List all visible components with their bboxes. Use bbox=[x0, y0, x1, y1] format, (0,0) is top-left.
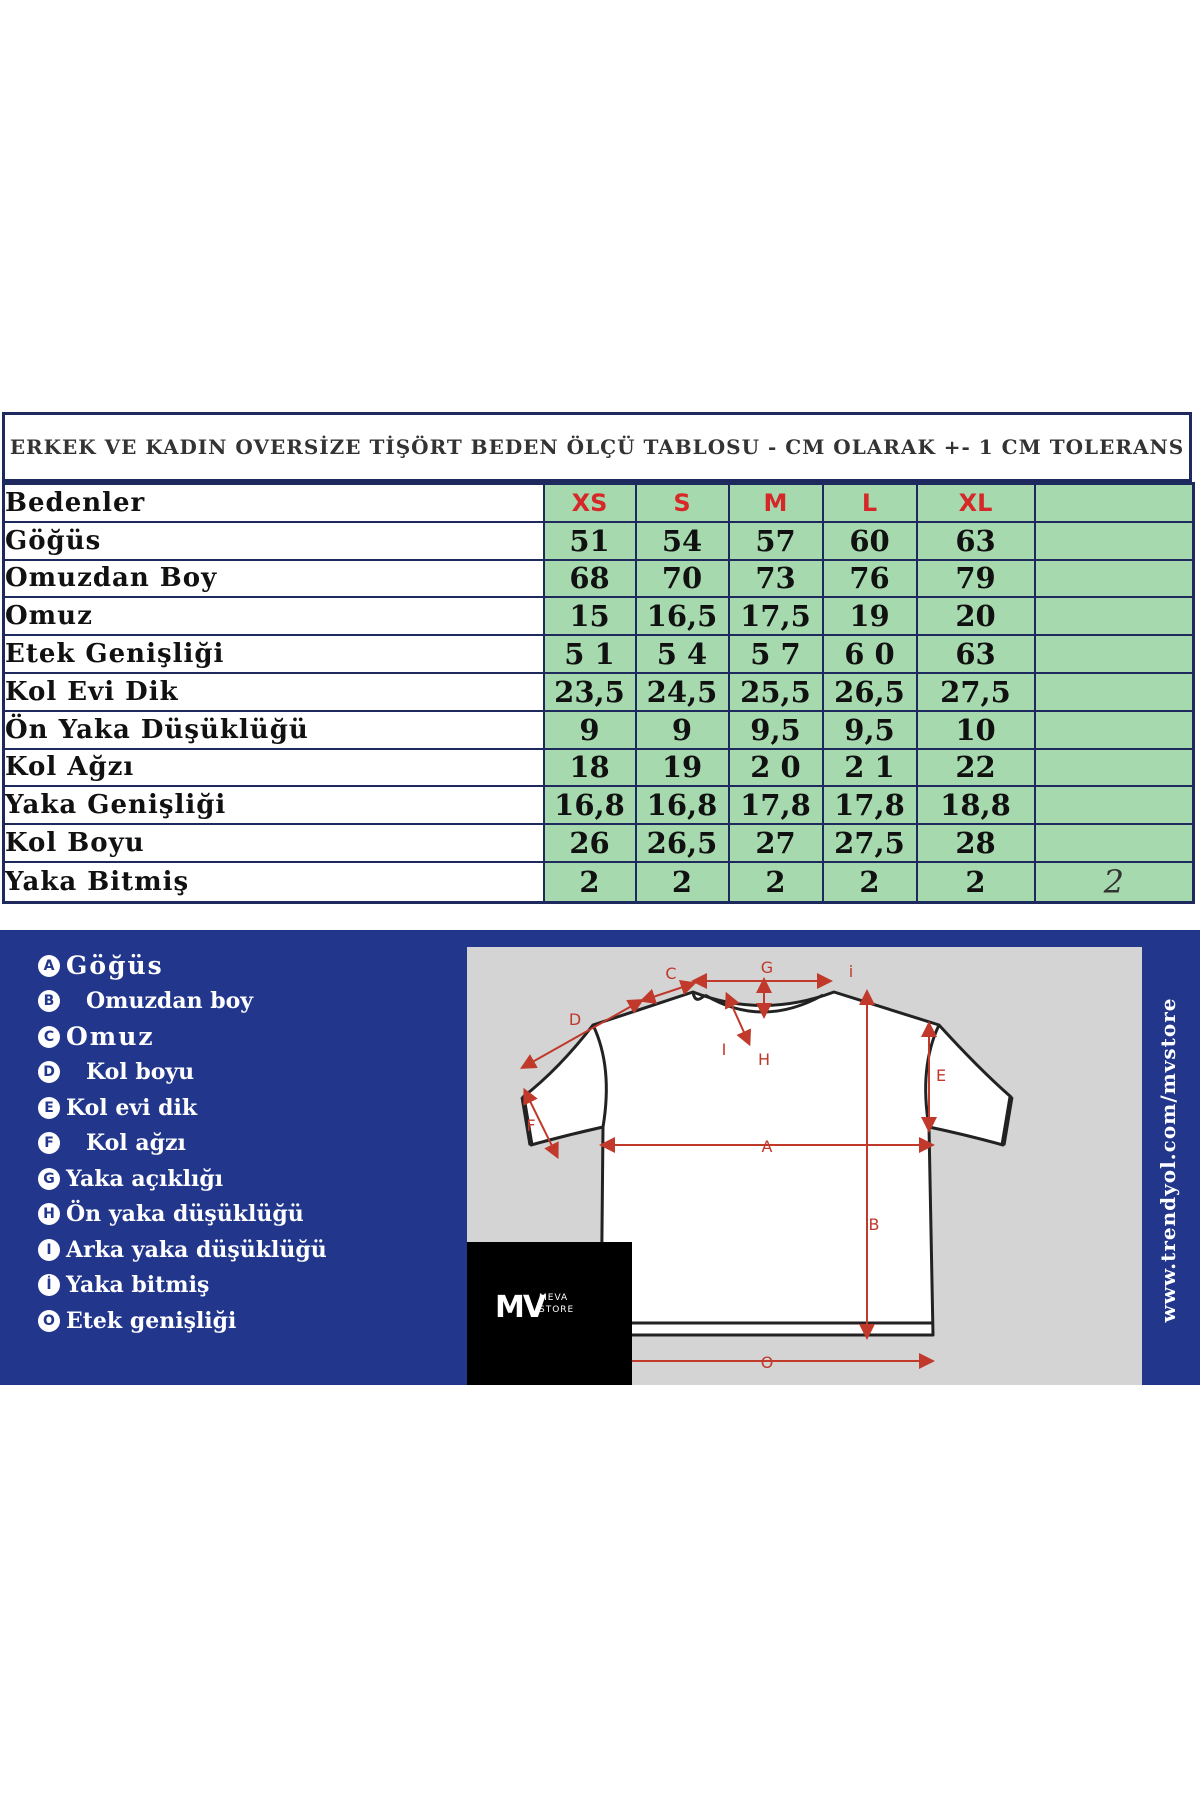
size-value-cell: 26,5 bbox=[636, 824, 729, 862]
size-value-cell: 9,5 bbox=[729, 711, 823, 749]
legend-item bbox=[38, 1232, 458, 1268]
size-value-cell: 18 bbox=[544, 749, 636, 787]
size-value-cell: 27 bbox=[729, 824, 823, 862]
row-label: Omuzdan Boy bbox=[4, 560, 544, 598]
size-value-cell: 17,5 bbox=[729, 597, 823, 635]
label-f: F bbox=[526, 1116, 536, 1135]
extra-cell bbox=[1035, 824, 1194, 862]
table-row bbox=[4, 749, 1194, 787]
size-value-cell: 24,5 bbox=[636, 673, 729, 711]
legend-label: Yaka bitmiş bbox=[66, 1272, 210, 1299]
size-value-cell: 63 bbox=[917, 635, 1035, 673]
size-value-cell: 2 bbox=[729, 862, 823, 903]
label-i: I bbox=[721, 1040, 727, 1059]
row-label: Göğüs bbox=[4, 522, 544, 560]
row-label: Kol Evi Dik bbox=[4, 673, 544, 711]
legend-letter-badge: D bbox=[38, 1061, 60, 1083]
header-label: Bedenler bbox=[4, 484, 544, 522]
size-value-cell: 79 bbox=[917, 560, 1035, 598]
label-d: D bbox=[568, 1010, 582, 1029]
extra-cell bbox=[1035, 673, 1194, 711]
size-value-cell: 2 bbox=[823, 862, 917, 903]
size-table bbox=[2, 482, 1195, 904]
legend-label: Arka yaka düşüklüğü bbox=[66, 1236, 327, 1263]
size-value-cell: 19 bbox=[636, 749, 729, 787]
row-label: Kol Ağzı bbox=[4, 749, 544, 787]
legend-letter-badge: E bbox=[38, 1097, 60, 1119]
legend-item bbox=[38, 1268, 458, 1304]
label-a: A bbox=[761, 1137, 773, 1156]
legend-item bbox=[38, 1197, 458, 1233]
legend-label: Ön yaka düşüklüğü bbox=[66, 1201, 304, 1228]
size-value-cell: 6 0 bbox=[823, 635, 917, 673]
size-value-cell: 2 bbox=[544, 862, 636, 903]
extra-cell bbox=[1035, 560, 1194, 598]
legend-label: Omuz bbox=[66, 1022, 155, 1052]
extra-cell bbox=[1035, 635, 1194, 673]
size-value-cell: 9 bbox=[544, 711, 636, 749]
legend-item bbox=[38, 1303, 458, 1339]
size-value-cell: 57 bbox=[729, 522, 823, 560]
legend-letter-badge: G bbox=[38, 1168, 60, 1190]
size-value-cell: 28 bbox=[917, 824, 1035, 862]
extra-cell bbox=[1035, 711, 1194, 749]
table-row bbox=[4, 786, 1194, 824]
size-value-cell: 23,5 bbox=[544, 673, 636, 711]
row-label: Kol Boyu bbox=[4, 824, 544, 862]
label-b: B bbox=[868, 1215, 880, 1234]
size-header: S bbox=[636, 484, 729, 522]
legend-label: Kol boyu bbox=[86, 1059, 195, 1086]
size-value-cell: 76 bbox=[823, 560, 917, 598]
table-row bbox=[4, 711, 1194, 749]
size-header: L bbox=[823, 484, 917, 522]
legend-item bbox=[38, 948, 458, 984]
legend-item bbox=[38, 1090, 458, 1126]
size-value-cell: 25,5 bbox=[729, 673, 823, 711]
store-url: www.trendyol.com/mvstore bbox=[1156, 997, 1180, 1323]
legend-item bbox=[38, 1055, 458, 1091]
size-value-cell: 68 bbox=[544, 560, 636, 598]
size-value-cell: 2 bbox=[917, 862, 1035, 903]
label-o: O bbox=[760, 1353, 774, 1372]
store-logo bbox=[467, 1242, 632, 1385]
legend-label: Omuzdan boy bbox=[86, 988, 254, 1015]
legend bbox=[38, 948, 458, 1339]
size-value-cell: 54 bbox=[636, 522, 729, 560]
legend-label: Yaka açıklığı bbox=[66, 1165, 224, 1192]
size-value-cell: 51 bbox=[544, 522, 636, 560]
legend-letter-badge: B bbox=[38, 990, 60, 1012]
size-chart-sheet bbox=[0, 410, 1200, 1385]
size-value-cell: 5 7 bbox=[729, 635, 823, 673]
size-value-cell: 16,8 bbox=[544, 786, 636, 824]
size-value-cell: 2 bbox=[636, 862, 729, 903]
legend-label: Kol ağzı bbox=[86, 1130, 186, 1157]
size-value-cell: 10 bbox=[917, 711, 1035, 749]
legend-letter-badge: F bbox=[38, 1132, 60, 1154]
table-header-row bbox=[4, 484, 1194, 522]
size-value-cell: 27,5 bbox=[823, 824, 917, 862]
row-label: Yaka Bitmiş bbox=[4, 862, 544, 903]
size-value-cell: 19 bbox=[823, 597, 917, 635]
size-value-cell: 16,5 bbox=[636, 597, 729, 635]
extra-cell bbox=[1035, 522, 1194, 560]
measurement-guide bbox=[0, 930, 1200, 1385]
table-row bbox=[4, 560, 1194, 598]
table-row bbox=[4, 635, 1194, 673]
legend-letter-badge: I bbox=[38, 1239, 60, 1261]
extra-cell bbox=[1035, 597, 1194, 635]
size-value-cell: 63 bbox=[917, 522, 1035, 560]
table-row bbox=[4, 597, 1194, 635]
table-row bbox=[4, 862, 1194, 903]
logo-line-1: MEVA bbox=[539, 1293, 569, 1303]
logo-line-2: STORE bbox=[539, 1305, 575, 1315]
size-header: M bbox=[729, 484, 823, 522]
title-box bbox=[2, 412, 1192, 482]
label-h: H bbox=[757, 1050, 771, 1069]
legend-letter-badge: O bbox=[38, 1310, 60, 1332]
row-label: Omuz bbox=[4, 597, 544, 635]
legend-label: Kol evi dik bbox=[66, 1094, 198, 1121]
size-header: XL bbox=[917, 484, 1035, 522]
size-value-cell: 26 bbox=[544, 824, 636, 862]
size-value-cell: 5 1 bbox=[544, 635, 636, 673]
extra-header bbox=[1035, 484, 1194, 522]
size-value-cell: 27,5 bbox=[917, 673, 1035, 711]
legend-item bbox=[38, 984, 458, 1020]
table-row bbox=[4, 673, 1194, 711]
legend-letter-badge: A bbox=[38, 955, 60, 977]
extra-cell bbox=[1035, 749, 1194, 787]
size-value-cell: 2 0 bbox=[729, 749, 823, 787]
size-value-cell: 17,8 bbox=[823, 786, 917, 824]
logo-subtitle bbox=[539, 1292, 579, 1316]
label-i-dot: i bbox=[848, 962, 854, 981]
size-value-cell: 73 bbox=[729, 560, 823, 598]
size-value-cell: 70 bbox=[636, 560, 729, 598]
extra-cell bbox=[1035, 786, 1194, 824]
legend-letter-badge: H bbox=[38, 1203, 60, 1225]
legend-label: Etek genişliği bbox=[66, 1307, 237, 1334]
size-value-cell: 17,8 bbox=[729, 786, 823, 824]
table-row bbox=[4, 522, 1194, 560]
size-value-cell: 22 bbox=[917, 749, 1035, 787]
size-value-cell: 16,8 bbox=[636, 786, 729, 824]
size-value-cell: 2 1 bbox=[823, 749, 917, 787]
legend-item bbox=[38, 1126, 458, 1162]
legend-item bbox=[38, 1161, 458, 1197]
size-value-cell: 15 bbox=[544, 597, 636, 635]
legend-label: Göğüs bbox=[66, 951, 164, 981]
chart-title: ERKEK VE KADIN OVERSİZE TİŞÖRT BEDEN ÖLÇÜ TABLOSU - CM OLARAK +- 1 CM TOLERANS bbox=[9, 435, 1185, 459]
size-value-cell: 5 4 bbox=[636, 635, 729, 673]
legend-letter-badge: C bbox=[38, 1026, 60, 1048]
size-table-body bbox=[4, 484, 1194, 903]
size-value-cell: 18,8 bbox=[917, 786, 1035, 824]
size-value-cell: 9,5 bbox=[823, 711, 917, 749]
label-c: C bbox=[665, 964, 677, 983]
legend-item bbox=[38, 1019, 458, 1055]
row-label: Yaka Genişliği bbox=[4, 786, 544, 824]
table-row bbox=[4, 824, 1194, 862]
label-g: G bbox=[760, 958, 774, 977]
row-label: Etek Genişliği bbox=[4, 635, 544, 673]
size-header: XS bbox=[544, 484, 636, 522]
size-value-cell: 9 bbox=[636, 711, 729, 749]
label-e: E bbox=[935, 1066, 947, 1085]
size-value-cell: 20 bbox=[917, 597, 1035, 635]
logo-mark: MV bbox=[495, 1290, 545, 1325]
extra-cell: 2 bbox=[1035, 862, 1194, 903]
row-label: Ön Yaka Düşüklüğü bbox=[4, 711, 544, 749]
legend-letter-badge: İ bbox=[38, 1274, 60, 1296]
size-value-cell: 26,5 bbox=[823, 673, 917, 711]
size-value-cell: 60 bbox=[823, 522, 917, 560]
